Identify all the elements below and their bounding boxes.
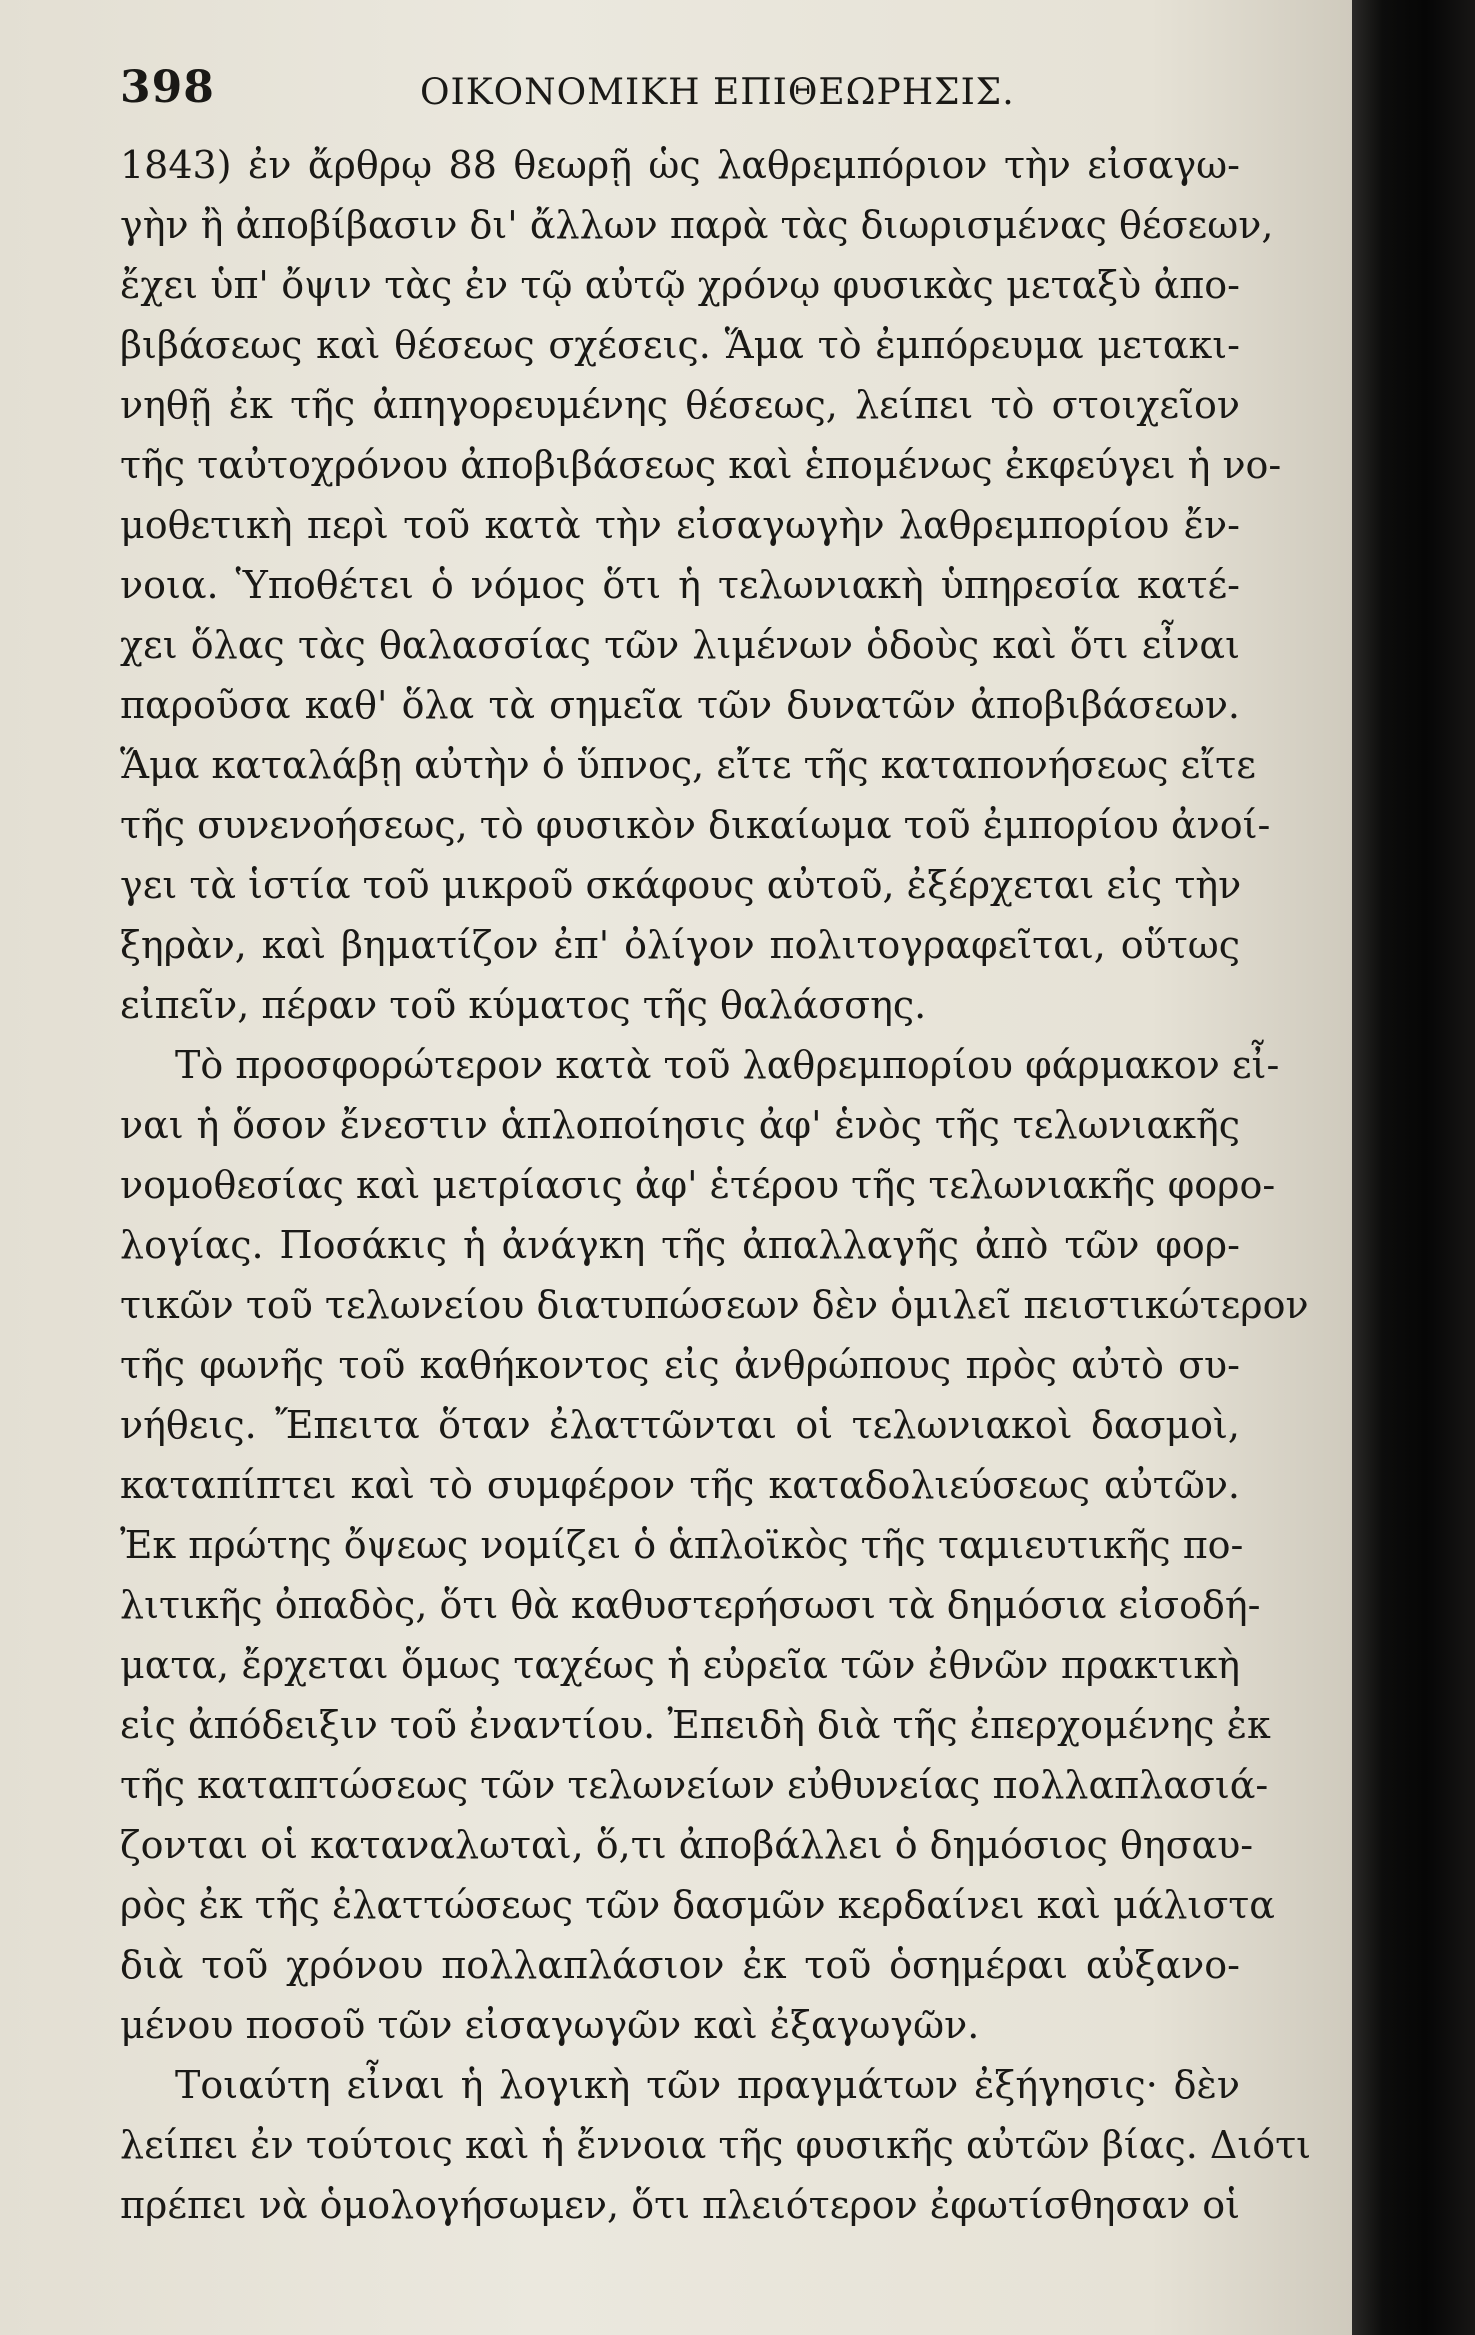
text-line: τῆς καταπτώσεως τῶν τελωνείων εὐθυνείας πολλαπλασιά-: [120, 1763, 1269, 1807]
page-number: 398: [120, 62, 215, 113]
text-line: νομοθεσίας καὶ μετρίασις ἀφ' ἑτέρου τῆς τελωνιακῆς φορο-: [120, 1163, 1276, 1207]
page-header: [120, 62, 1230, 132]
text-line: μένου ποσοῦ τῶν εἰσαγωγῶν καὶ ἐξαγωγῶν.: [120, 2003, 980, 2047]
book-spine-shadow: [1352, 0, 1475, 2335]
text-line: νοια. Ὑποθέτει ὁ νόμος ὅτι ἡ τελωνιακὴ ὑπηρεσία κατέ-: [120, 563, 1240, 607]
text-line: ματα, ἔρχεται ὅμως ταχέως ἡ εὐρεῖα τῶν ἐθνῶν πρακτικὴ: [120, 1643, 1240, 1687]
text-line: Τοιαύτη εἶναι ἡ λογικὴ τῶν πραγμάτων ἐξήγησις· δὲν: [175, 2063, 1240, 2107]
text-line: ξηρὰν, καὶ βηματίζον ἐπ' ὀλίγον πολιτογραφεῖται, οὕτως: [120, 923, 1240, 967]
text-body: [120, 135, 1312, 2235]
text-line: ζονται οἱ καταναλωταὶ, ὅ,τι ἀποβάλλει ὁ δημόσιος θησαυ-: [120, 1823, 1254, 1867]
text-line: ρὸς ἐκ τῆς ἐλαττώσεως τῶν δασμῶν κερδαίνει καὶ μάλιστα: [120, 1883, 1275, 1927]
text-line: τῆς συνενοήσεως, τὸ φυσικὸν δικαίωμα τοῦ ἐμπορίου ἀνοί-: [120, 803, 1271, 847]
text-line: παροῦσα καθ' ὅλα τὰ σημεῖα τῶν δυνατῶν ἀποβιβάσεων.: [120, 683, 1240, 727]
text-line: Τὸ προσφορώτερον κατὰ τοῦ λαθρεμπορίου φάρμακον εἶ-: [175, 1043, 1280, 1087]
text-line: εἰς ἀπόδειξιν τοῦ ἐναντίου. Ἐπειδὴ διὰ τῆς ἐπερχομένης ἐκ: [120, 1703, 1271, 1747]
text-line: ἔχει ὑπ' ὄψιν τὰς ἐν τῷ αὐτῷ χρόνῳ φυσικὰς μεταξὺ ἀπο-: [120, 263, 1240, 307]
text-line: βιβάσεως καὶ θέσεως σχέσεις. Ἅμα τὸ ἐμπόρευμα μετακι-: [120, 323, 1240, 367]
text-line: τῆς ταὐτοχρόνου ἀποβιβάσεως καὶ ἑπομένως ἐκφεύγει ἡ νο-: [120, 443, 1282, 487]
text-line: καταπίπτει καὶ τὸ συμφέρον τῆς καταδολιεύσεως αὐτῶν.: [120, 1463, 1240, 1507]
text-line: τῆς φωνῆς τοῦ καθήκοντος εἰς ἀνθρώπους πρὸς αὐτὸ συ-: [120, 1343, 1240, 1387]
running-title: ΟΙΚΟΝΟΜΙΚΗ ΕΠΙΘΕΩΡΗΣΙΣ.: [420, 72, 1015, 113]
text-line: νήθεις. Ἔπειτα ὅταν ἐλαττῶνται οἱ τελωνιακοὶ δασμοὶ,: [120, 1403, 1240, 1447]
text-line: ναι ἡ ὅσον ἔνεστιν ἁπλοποίησις ἀφ' ἑνὸς τῆς τελωνιακῆς: [120, 1103, 1240, 1147]
text-line: διὰ τοῦ χρόνου πολλαπλάσιον ἐκ τοῦ ὁσημέραι αὐξανο-: [120, 1943, 1240, 1987]
text-line: λογίας. Ποσάκις ἡ ἀνάγκη τῆς ἀπαλλαγῆς ἀπὸ τῶν φορ-: [120, 1223, 1240, 1267]
text-line: Ἅμα καταλάβῃ αὐτὴν ὁ ὕπνος, εἴτε τῆς καταπονήσεως εἴτε: [120, 743, 1256, 787]
text-line: γὴν ἢ ἀποβίβασιν δι' ἄλλων παρὰ τὰς διωρισμένας θέσεων,: [120, 203, 1274, 247]
text-line: πρέπει νὰ ὁμολογήσωμεν, ὅτι πλειότερον ἐφωτίσθησαν οἱ: [120, 2183, 1240, 2227]
text-line: χει ὅλας τὰς θαλασσίας τῶν λιμένων ὁδοὺς καὶ ὅτι εἶναι: [120, 623, 1240, 667]
text-line: νηθῇ ἐκ τῆς ἀπηγορευμένης θέσεως, λείπει τὸ στοιχεῖον: [120, 383, 1240, 427]
text-line: λιτικῆς ὀπαδὸς, ὅτι θὰ καθυστερήσωσι τὰ δημόσια εἰσοδή-: [120, 1583, 1261, 1627]
text-line: γει τὰ ἱστία τοῦ μικροῦ σκάφους αὐτοῦ, ἐξέρχεται εἰς τὴν: [120, 863, 1242, 907]
text-line: λείπει ἐν τούτοις καὶ ἡ ἔννοια τῆς φυσικῆς αὐτῶν βίας. Διότι: [120, 2123, 1312, 2167]
text-line: τικῶν τοῦ τελωνείου διατυπώσεων δὲν ὁμιλεῖ πειστικώτερον: [120, 1283, 1309, 1327]
text-line: Ἐκ πρώτης ὄψεως νομίζει ὁ ἁπλοϊκὸς τῆς ταμιευτικῆς πο-: [120, 1523, 1244, 1567]
text-line: εἰπεῖν, πέραν τοῦ κύματος τῆς θαλάσσης.: [120, 983, 927, 1027]
text-line: 1843) ἐν ἄρθρῳ 88 θεωρῇ ὡς λαθρεμπόριον τὴν εἰσαγω-: [120, 143, 1240, 187]
text-line: μοθετικὴ περὶ τοῦ κατὰ τὴν εἰσαγωγὴν λαθρεμπορίου ἔν-: [120, 503, 1240, 547]
